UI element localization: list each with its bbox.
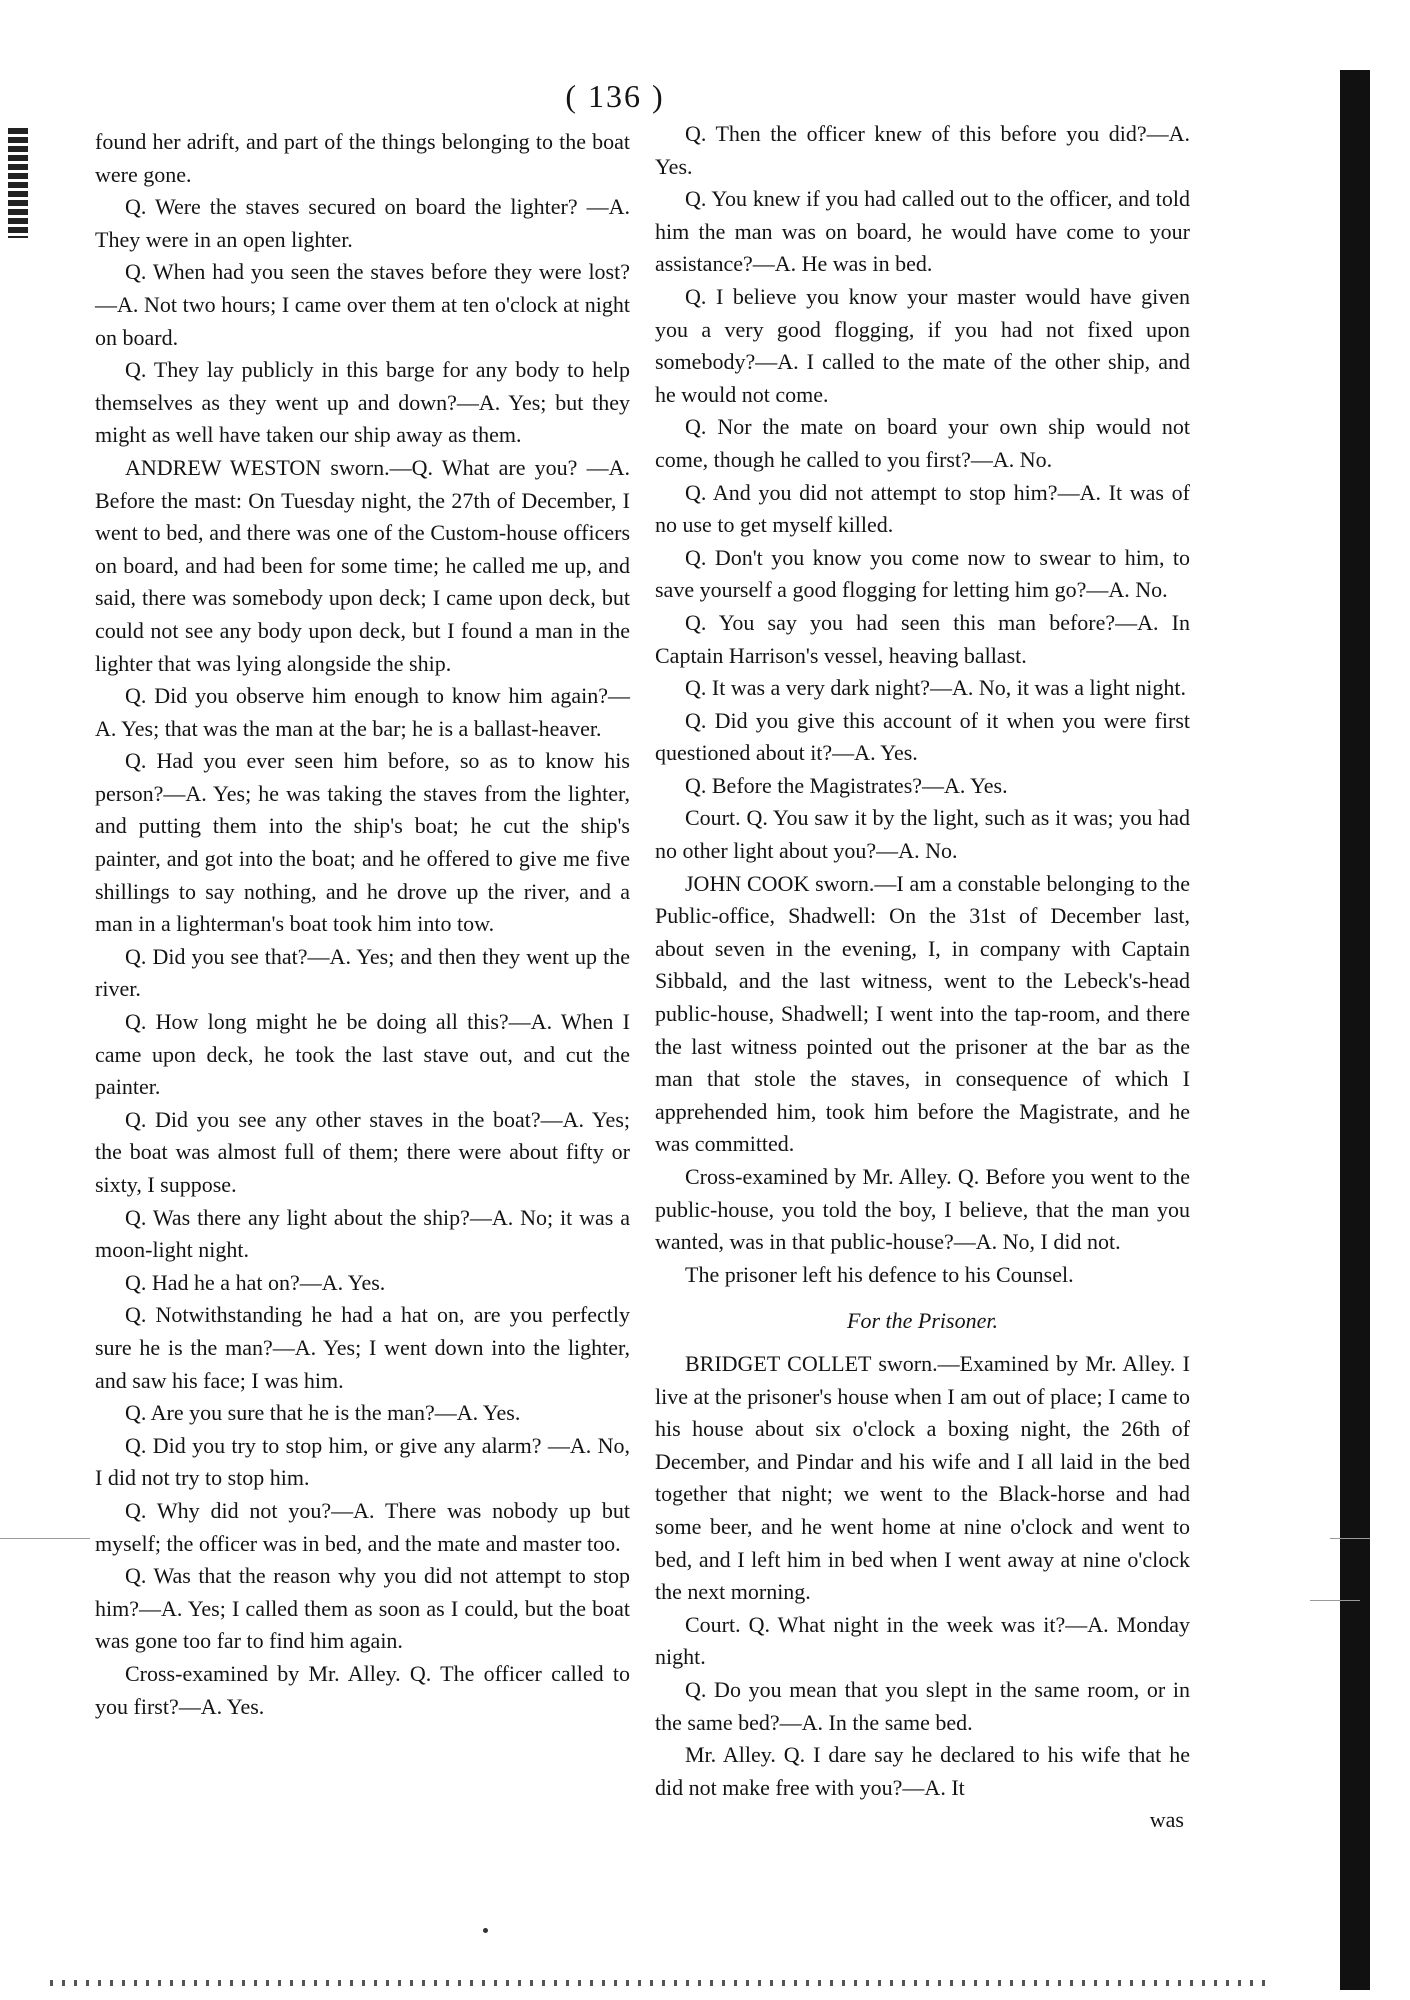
paragraph: Q. When had you seen the staves before they were lost?—A. Not two hours; I came over them at ten o'clock at night on board. <box>95 259 630 350</box>
paragraph: Q. How long might he be doing all this?—A. When I came upon deck, he took the last stave out, and cut the painter. <box>95 1009 630 1100</box>
section-heading: For the Prisoner. <box>847 1308 998 1334</box>
right-column <box>655 118 1190 1837</box>
paragraph: Q. You knew if you had called out to the officer, and told him the man was on board, he would have come to your assistance?—A. He was in bed. <box>655 186 1190 277</box>
page-number: ( 136 ) <box>565 78 665 114</box>
paragraph: Q. Notwithstanding he had a hat on, are you perfectly sure he is the man?—A. Yes; I went down into the lighter, and saw his face; I was him. <box>95 1302 630 1393</box>
scan-line-left <box>0 1538 90 1539</box>
scan-line-right <box>1330 1538 1370 1539</box>
paragraph: Court. Q. You saw it by the light, such as it was; you had no other light about you?—A. No. <box>655 805 1190 864</box>
scan-line-right-lower <box>1310 1600 1360 1601</box>
paragraph: Q. Are you sure that he is the man?—A. Yes. <box>125 1400 521 1426</box>
paragraph: Mr. Alley. Q. I dare say he declared to his wife that he did not make free with you?—A. It <box>655 1742 1190 1800</box>
scan-page-edge <box>1340 70 1370 1990</box>
paragraph: Q. Did you try to stop him, or give any alarm? —A. No, I did not try to stop him. <box>95 1432 630 1491</box>
paragraph: Q. Did you observe him enough to know him again?—A. Yes; that was the man at the bar; he is a ballast-heaver. <box>95 683 630 741</box>
paragraph: found her adrift, and part of the things belonging to the boat were gone. <box>95 129 630 187</box>
left-column <box>95 126 630 1723</box>
paragraph: Court. Q. What night in the week was it?—A. Monday night. <box>655 1611 1190 1670</box>
paragraph: Q. I believe you know your master would have given you a very good flogging, if you had not fixed upon somebody?—A. I called to the mate of the other ship, and he would not come. <box>655 283 1190 407</box>
scan-dot <box>483 1928 488 1933</box>
paragraph: Q. Had he a hat on?—A. Yes. <box>125 1269 386 1295</box>
paragraph: Q. Why did not you?—A. There was nobody up but myself; the officer was in bed, and the mate and master too. <box>95 1497 630 1556</box>
paragraph: Q. Nor the mate on board your own ship would not come, though he called to you first?—A. No. <box>655 414 1190 472</box>
paragraph: Q. And you did not attempt to stop him?—A. It was of no use to get myself killed. <box>655 479 1190 538</box>
paragraph: Q. Had you ever seen him before, so as to know his person?—A. Yes; he was taking the staves from the lighter, and putting them into the ship's boat; he cut the ship's painter, and got into the boat; and he offered to give me five shillings to say nothing, and he drove up the river, and a man in a lighterman's boat took him into tow. <box>95 748 630 937</box>
paragraph: Q. Were the staves secured on board the lighter? —A. They were in an open lighter. <box>95 194 630 252</box>
paragraph: Q. Did you see that?—A. Yes; and then they went up the river. <box>95 943 630 1002</box>
paragraph: ANDREW WESTON sworn.—Q. What are you? —A. Before the mast: On Tuesday night, the 27th of December, I went to bed, and there was one of the Custom-house officers on board, and had been for some time; he called me up, and said, there was somebody upon deck; I came upon deck, but could not see any body upon deck, but I found a man in the lighter that was lying alongside the ship. <box>95 454 630 676</box>
scan-bottom-noise <box>50 1980 1270 1986</box>
paragraph: Cross-examined by Mr. Alley. Q. Before you went to the public-house, you told the boy, I believe, that the man you wanted, was in that public-house?—A. No, I did not. <box>655 1164 1190 1255</box>
paragraph: Cross-examined by Mr. Alley. Q. The officer called to you first?—A. Yes. <box>95 1660 630 1719</box>
paragraph: The prisoner left his defence to his Counsel. <box>685 1261 1074 1287</box>
paragraph: Q. Don't you know you come now to swear to him, to save yourself a good flogging for letting him go?—A. No. <box>655 544 1190 603</box>
paragraph: Q. Before the Magistrates?—A. Yes. <box>685 772 1008 798</box>
paragraph: Q. They lay publicly in this barge for any body to help themselves as they went up and down?—A. Yes; but they might as well have taken our ship away as them. <box>95 357 630 448</box>
paragraph: Q. Did you see any other staves in the boat?—A. Yes; the boat was almost full of them; there were about fifty or sixty, I suppose. <box>95 1106 630 1197</box>
paragraph: Q. Then the officer knew of this before you did?—A. Yes. <box>655 121 1190 179</box>
paragraph: BRIDGET COLLET sworn.—Examined by Mr. Alley. I live at the prisoner's house when I am out of place; I came to his house about six o'clock a boxing night, the 26th of December, and Pindar and his wife and I all laid in the bed together that night; we went to the Black-horse and had some beer, and he went home at nine o'clock and went to bed, and I left him in bed when I went away at nine o'clock the next morning. <box>655 1350 1190 1605</box>
paragraph: Q. You say you had seen this man before?—A. In Captain Harrison's vessel, heaving ballast. <box>655 609 1190 668</box>
paragraph: Q. It was a very dark night?—A. No, it was a light night. <box>685 675 1187 701</box>
paragraph: Q. Was there any light about the ship?—A. No; it was a moon-light night. <box>95 1204 630 1263</box>
paragraph: Q. Did you give this account of it when you were first questioned about it?—A. Yes. <box>655 707 1190 766</box>
catchword: was <box>1149 1807 1184 1833</box>
paragraph: Q. Do you mean that you slept in the same room, or in the same bed?—A. In the same bed. <box>655 1676 1190 1735</box>
scan-binding-mark <box>8 128 28 238</box>
paragraph: JOHN COOK sworn.—I am a constable belonging to the Public-office, Shadwell: On the 31st of December last, about seven in the evening, I, in company with Captain Sibbald, and the last witness, went to the Lebeck's-head public-house, Shadwell; I went into the tap-room, and there the last witness pointed out the prisoner at the bar as the man that stole the staves, in consequence of which I apprehended him, took him before the Magistrate, and he was committed. <box>655 870 1190 1157</box>
paragraph: Q. Was that the reason why you did not attempt to stop him?—A. Yes; I called them as soon as I could, but the boat was gone too far to find him again. <box>95 1563 630 1654</box>
